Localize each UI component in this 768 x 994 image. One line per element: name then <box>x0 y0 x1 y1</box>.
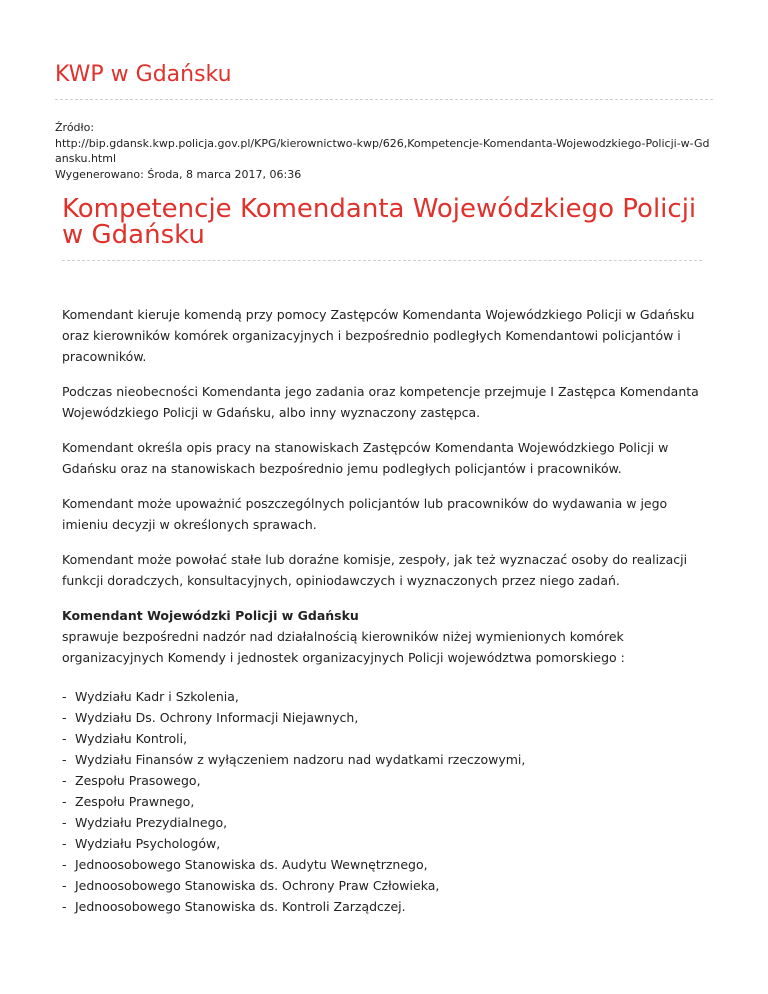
article-body <box>62 304 712 917</box>
list-item: - Wydziału Prezydialnego, <box>62 812 712 833</box>
list-item: - Jednoosobowego Stanowiska ds. Ochrony Praw Człowieka, <box>62 875 712 896</box>
list-item: - Wydziału Finansów z wyłączeniem nadzoru nad wydatkami rzeczowymi, <box>62 749 712 770</box>
units-list <box>62 686 712 917</box>
supervision-text: sprawuje bezpośredni nadzór nad działalnością kierowników niżej wymienionych komórek organizacyjnych Komendy i jednostek organizacyjnych Policji województwa pomorskiego : <box>62 629 625 665</box>
list-dash: - <box>62 731 67 746</box>
list-dash: - <box>62 752 67 767</box>
page-title: Kompetencje Komendanta Wojewódzkiego Policji w Gdańsku <box>62 194 697 250</box>
list-dash: - <box>62 689 67 704</box>
list-item: - Wydziału Kontroli, <box>62 728 712 749</box>
list-dash: - <box>62 773 67 788</box>
site-title: KWP w Gdańsku <box>55 62 232 87</box>
supervision-heading: Komendant Wojewódzki Policji w Gdańsku <box>62 608 359 623</box>
list-dash: - <box>62 857 67 872</box>
list-item: - Jednoosobowego Stanowiska ds. Kontroli Zarządczej. <box>62 896 712 917</box>
paragraph-2: Podczas nieobecności Komendanta jego zadania oraz kompetencje przejmuje I Zastępca Komendanta Wojewódzkiego Policji w Gdańsku, albo inny wyznaczony zastępca. <box>62 384 699 420</box>
list-item: - Jednoosobowego Stanowiska ds. Audytu Wewnętrznego, <box>62 854 712 875</box>
list-item: - Wydziału Kadr i Szkolenia, <box>62 686 712 707</box>
source-label: Źródło: <box>55 121 95 134</box>
generated-timestamp: Wygenerowano: Środa, 8 marca 2017, 06:36 <box>55 167 302 181</box>
list-dash: - <box>62 710 67 725</box>
supervision-paragraph <box>62 605 712 668</box>
header-divider <box>55 99 713 100</box>
title-divider <box>62 260 702 261</box>
list-item: - Zespołu Prasowego, <box>62 770 712 791</box>
paragraph-4: Komendant może upoważnić poszczególnych policjantów lub pracowników do wydawania w jego imieniu decyzji w określonych sprawach. <box>62 496 668 532</box>
list-item: - Zespołu Prawnego, <box>62 791 712 812</box>
source-meta <box>55 120 715 182</box>
list-dash: - <box>62 794 67 809</box>
list-item: - Wydziału Psychologów, <box>62 833 712 854</box>
list-dash: - <box>62 899 67 914</box>
list-dash: - <box>62 815 67 830</box>
list-item: - Wydziału Ds. Ochrony Informacji Niejawnych, <box>62 707 712 728</box>
list-dash: - <box>62 836 67 851</box>
paragraph-1: Komendant kieruje komendą przy pomocy Zastępców Komendanta Wojewódzkiego Policji w Gdańsku oraz kierowników komórek organizacyjnych i bezpośrednio podległych Komendantowi policjantów i pracowników. <box>62 307 695 364</box>
paragraph-5: Komendant może powołać stałe lub doraźne komisje, zespoły, jak też wyznaczać osoby do realizacji funkcji doradczych, konsultacyjnych, opiniodawczych i wyznaczonych przez niego zadań. <box>62 552 688 588</box>
source-url: http://bip.gdansk.kwp.policja.gov.pl/KPG/kierownictwo-kwp/626,Kompetencje-Komendanta-Wojewodzkiego-Policji-w-Gdansku.html <box>55 136 710 165</box>
list-dash: - <box>62 878 67 893</box>
paragraph-3: Komendant określa opis pracy na stanowiskach Zastępców Komendanta Wojewódzkiego Policji w Gdańsku oraz na stanowiskach bezpośrednio jemu podległych policjantów i pracowników. <box>62 440 669 476</box>
